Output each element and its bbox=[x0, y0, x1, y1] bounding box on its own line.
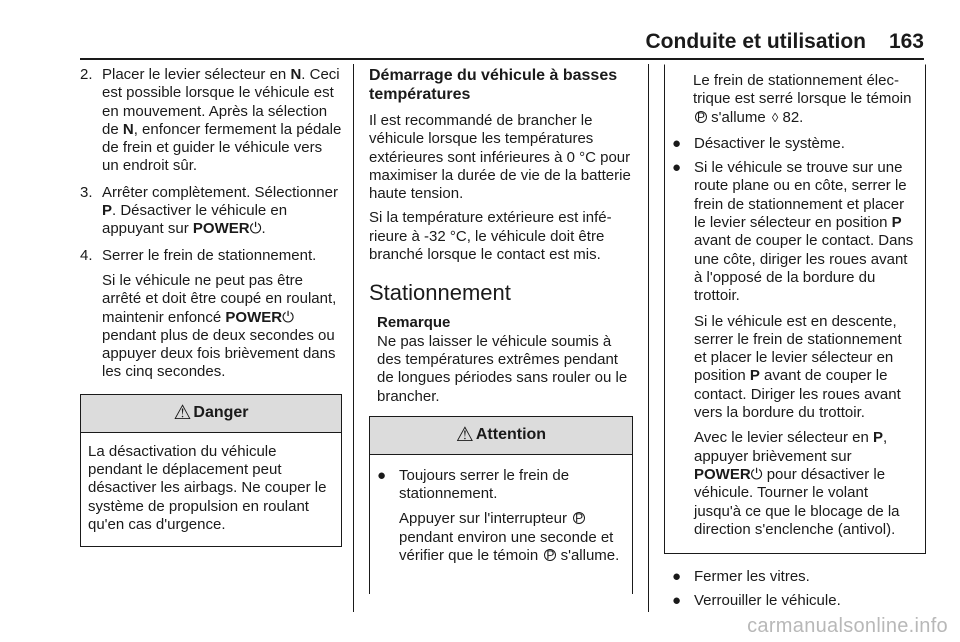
step-3: 3. Arrêter complètement. Sélectionner P. Désactiver le véhicule en appuyant sur POWER⏻. bbox=[80, 183, 338, 238]
warning-triangle-icon: ⚠ bbox=[173, 402, 192, 425]
page-reference-icon: ◊ bbox=[771, 109, 779, 125]
attention-box-continued: Le frein de stationnement électrique est serré lorsque le témoin P s'allume ◊ 82. ● Désactiver le système. ● Si le véhicule se trouve sur une route plane ou en côte, serrer le frein de stationnement et placer le levier sélecteur en position P avant de couper le contact. Dans une côte, diriger les roues avant à l'opposé de la bordure du trottoir. Si le véhicule est en descente, serrer le frein de stationnement et placer le levier sélecteur en position P avant de couper le contact. Diriger les roues avant vers la bordure du trottoir. Avec le levier sélecteur en P, appuyer brièvement sur POWER⏻ pour désactiver le véhicule. Tourner le volant jusqu'à ce que le blocage de la direction s'enclenche (antivol). bbox=[664, 64, 926, 554]
attention-header: ⚠ Attention bbox=[370, 417, 632, 455]
list-item: ● Si le véhicule se trouve sur une route plane ou en côte, serrer le frein de stationnement et placer le levier sélecteur en position P avant de couper le contact. Dans une côte, diriger les roues avant à l'opposé de la bordure du trottoir. Si le véhicule est en descente, serrer le frein de stationnement et placer le levier sélecteur en position P avant de couper le contact. Diriger les roues avant vers la bordure du trottoir. Avec le levier sélecteur en P, appuyer brièvement sur POWER⏻ pour désactiver le véhicule. Tourner le volant jusqu'à ce que le blocage de la direction s'enclenche (antivol). bbox=[672, 159, 914, 538]
note-block: Remarque Ne pas laisser le véhicule soumis à des températures extrêmes pendant de longues périodes sans rouler ou le brancher. bbox=[377, 314, 628, 405]
chapter-title: Conduite et utilisation bbox=[645, 30, 866, 53]
list-item: ● Fermer les vitres. bbox=[672, 568, 810, 586]
column-divider-2 bbox=[648, 64, 649, 612]
power-icon: ⏻ bbox=[249, 220, 262, 238]
column-3 bbox=[664, 66, 926, 617]
cold-start-heading: Démarrage du véhicule à basses températures bbox=[369, 67, 618, 103]
danger-box bbox=[80, 394, 342, 547]
after-list bbox=[664, 568, 926, 611]
parking-brake-icon: P bbox=[575, 511, 584, 526]
column-2: Démarrage du véhicule à basses températures Il est recommandé de brancher le véhicule lorsque les températures extérieures sont inférieures à 0 °C pour maximiser la durée de vie de la batterie haute tension. Si la température extérieure est inférieure à -32 °C, le véhicule doit être branché lorsque le contact est mis. Stationnement Remarque Ne pas laisser le véhicule soumis à des températures extrêmes pendant de longues périodes sans rouler ou le brancher. ⚠ Attention ● Toujours serrer le frein de stationnement. Appuyer sur l'interrupteur P pendant environ une seconde et vérifier que le témoin P s'allume. bbox=[369, 66, 633, 594]
header-rule bbox=[80, 58, 924, 60]
list-item: ● Toujours serrer le frein de stationnement. Appuyer sur l'interrupteur P pendant environ une seconde et vérifier que le témoin P s'allume. bbox=[377, 466, 620, 565]
danger-text: La désactivation du véhicule pendant le déplacement peut désactiver les airbags. Ne couper le système de propulsion en roulant qu'en cas d'urgence. bbox=[88, 442, 327, 533]
step-4: 4. Serrer le frein de stationnement. Si le véhicule ne peut pas être arrêté et doit être coupé en roulant, maintenir enfoncé POWER⏻ pendant plus de deux secondes ou appuyer deux fois brièvement dans les cinq secondes. bbox=[80, 246, 337, 381]
parking-brake-icon: P bbox=[696, 109, 705, 124]
power-icon: ⏻ bbox=[282, 308, 294, 326]
danger-header: ⚠ Danger bbox=[81, 395, 341, 433]
step-2: 2. Placer le levier sélecteur en N. Ceci est possible lorsque le véhicule est en mouvement. Après la sélection de N, enfoncer fermement la pédale de frein et guider le véhicule vers un endroit sûr. bbox=[80, 66, 342, 175]
watermark: carmanualsonline.info bbox=[747, 615, 948, 637]
list-item: ● Désactiver le système. bbox=[672, 134, 845, 152]
attention-box bbox=[369, 416, 633, 594]
power-icon: ⏻ bbox=[750, 465, 763, 483]
parking-brake-icon: P bbox=[546, 548, 555, 563]
parking-heading: Stationnement bbox=[369, 280, 511, 306]
column-1 bbox=[80, 66, 342, 547]
list-item: ● Verrouiller le véhicule. bbox=[672, 592, 841, 610]
page-number: 163 bbox=[888, 30, 924, 53]
column-divider-1 bbox=[353, 64, 354, 612]
page-header bbox=[0, 22, 960, 58]
warning-triangle-icon: ⚠ bbox=[455, 424, 474, 447]
